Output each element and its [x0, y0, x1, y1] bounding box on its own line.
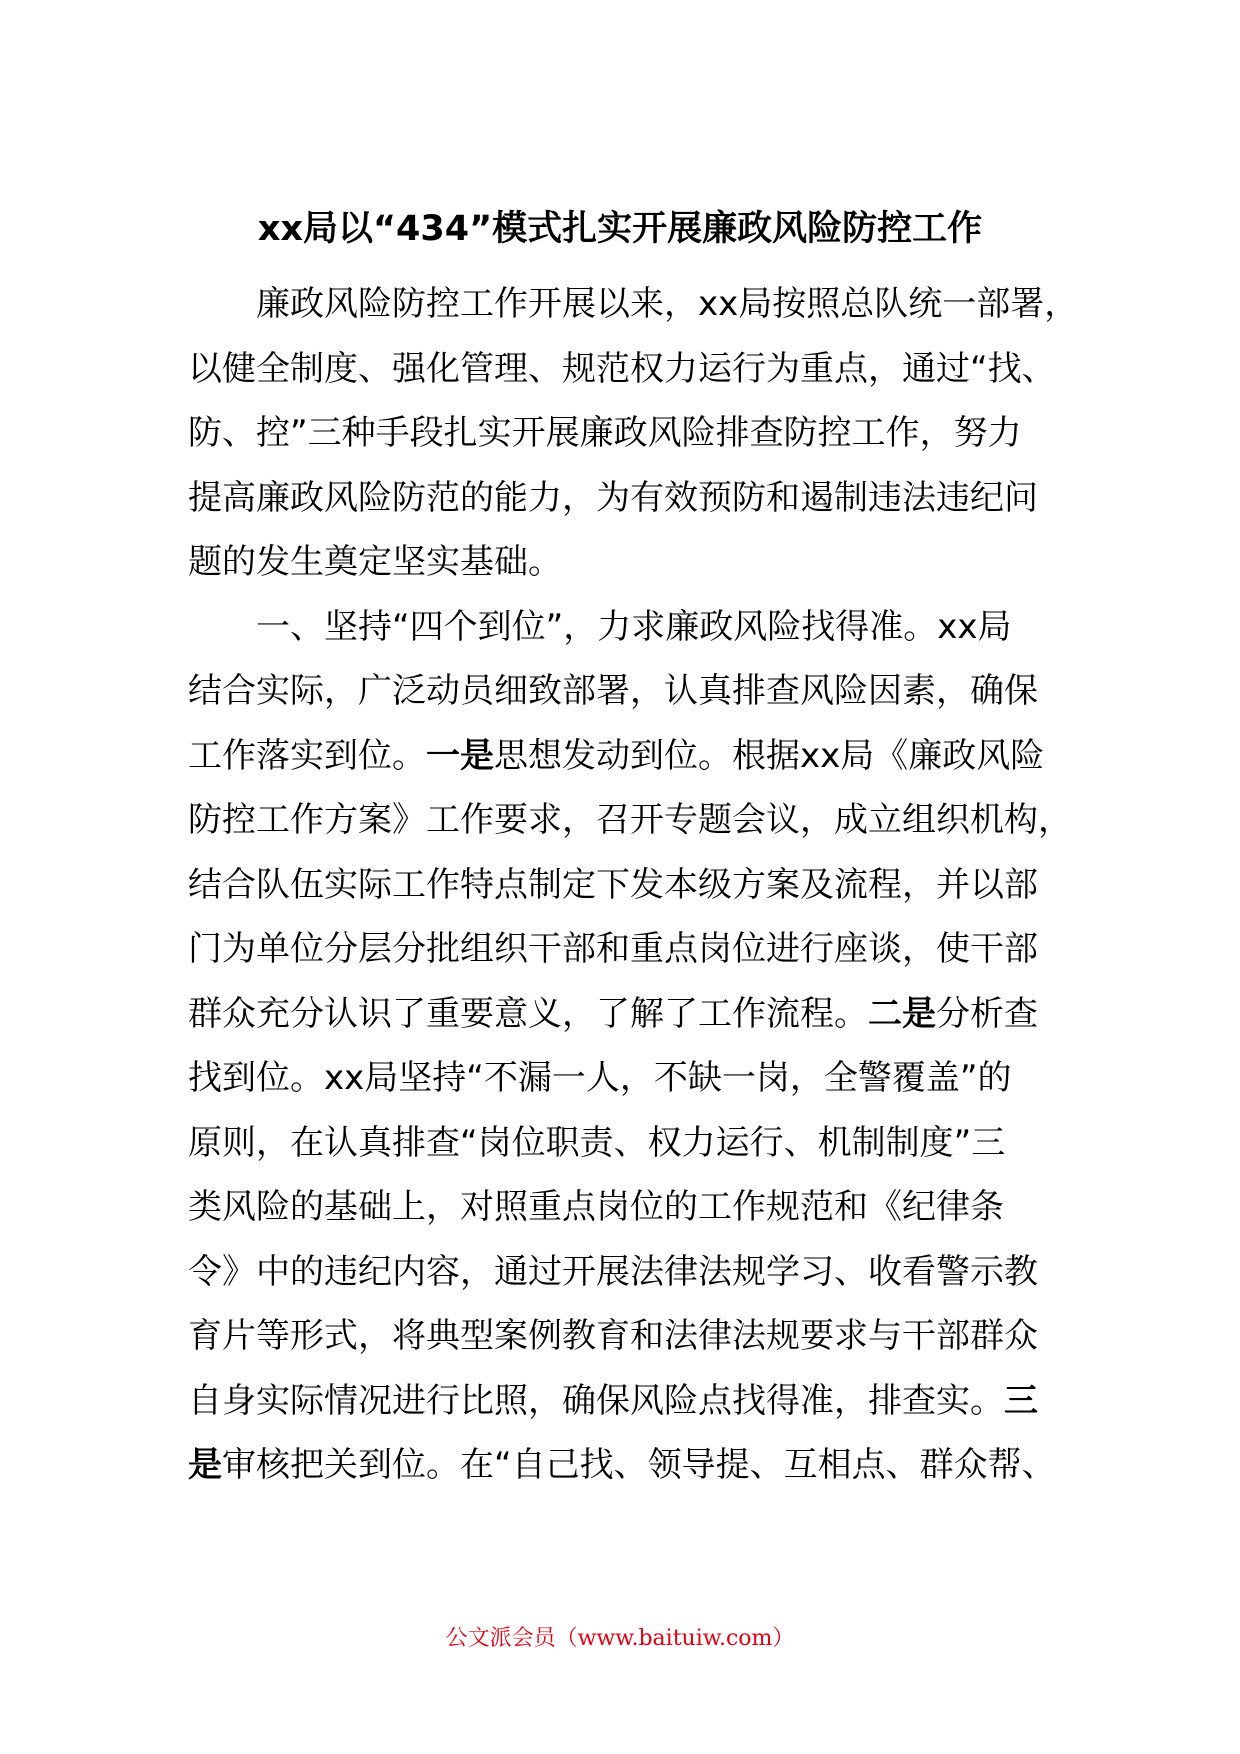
body-line	[188, 659, 1068, 724]
document-title: xx局以“434”模式扎实开展廉政风险防控工作	[257, 209, 983, 249]
body-line	[188, 401, 1068, 466]
text-segment: 题的发生奠定坚实基础。	[188, 542, 562, 582]
text-segment: 一、坚持“四个到位”，力求廉政风险找得准。xx局	[188, 606, 1012, 647]
body-line	[188, 724, 1068, 789]
text-segment: 原则，在认真排查“岗位职责、权力运行、机制制度”三	[188, 1122, 1006, 1163]
bold-marker: 二是	[868, 993, 936, 1034]
footer-watermark: 公文派会员（www.baituiw.com）	[445, 1626, 795, 1651]
body-line	[188, 272, 1079, 337]
body-line	[188, 1111, 1068, 1176]
text-segment: 找到位。xx局坚持“不漏一人，不缺一岗，全警覆盖”的	[188, 1058, 1012, 1098]
text-segment: 结合实际，广泛动员细致部署，认真排查风险因素，确保	[188, 671, 1038, 711]
text-segment: 类风险的基础上，对照重点岗位的工作规范和《纪律条	[188, 1187, 1004, 1227]
body-line	[188, 595, 1068, 660]
text-segment: 防控工作方案》工作要求，召开专题会议，成立组织机构，	[188, 800, 1072, 840]
body-line	[188, 1433, 1068, 1498]
bold-marker: 三	[1004, 1380, 1038, 1421]
body-line	[188, 853, 1068, 918]
text-segment: 思想发动到位。根据xx局《廉政风险	[494, 735, 1045, 776]
body-line	[188, 1369, 1068, 1434]
body-line	[188, 1046, 1068, 1111]
text-segment: 令》中的违纪内容，通过开展法律法规学习、收看警示教	[188, 1251, 1038, 1292]
text-segment: 门为单位分层分批组织干部和重点岗位进行座谈，使干部	[188, 929, 1038, 969]
body-line	[188, 917, 1068, 982]
bold-marker: 一是	[426, 735, 494, 776]
text-segment: 结合队伍实际工作特点制定下发本级方案及流程，并以部	[188, 864, 1038, 905]
body-line	[188, 1240, 1068, 1305]
text-segment: 审核把关到位。在“自己找、领导提、互相点、群众帮、	[222, 1445, 1056, 1485]
text-segment: 以健全制度、强化管理、规范权力运行为重点，通过“找、	[188, 348, 1056, 389]
body-line	[188, 466, 1068, 531]
text-segment: 防、控”三种手段扎实开展廉政风险排查防控工作，努力	[188, 413, 1022, 453]
body-line	[188, 1304, 1068, 1369]
bold-marker: 是	[188, 1445, 222, 1485]
text-segment: 提高廉政风险防范的能力，为有效预防和遏制违法违纪问	[188, 477, 1038, 518]
text-segment: 自身实际情况进行比照，确保风险点找得准，排查实。	[188, 1380, 1004, 1421]
text-segment: 群众充分认识了重要意义，了解了工作流程。	[188, 993, 868, 1034]
text-segment: 工作落实到位。	[188, 735, 426, 776]
text-segment: 分析查	[936, 993, 1038, 1034]
body-line	[188, 1175, 1068, 1240]
body-line	[188, 788, 1072, 853]
body-line	[188, 982, 1068, 1047]
text-segment: 廉政风险防控工作开展以来，xx局按照总队统一部署，	[188, 284, 1079, 324]
body-line	[188, 337, 1068, 402]
document-body	[188, 272, 1079, 1498]
text-segment: 育片等形式，将典型案例教育和法律法规要求与干部群众	[188, 1316, 1038, 1356]
body-line	[188, 530, 1068, 595]
